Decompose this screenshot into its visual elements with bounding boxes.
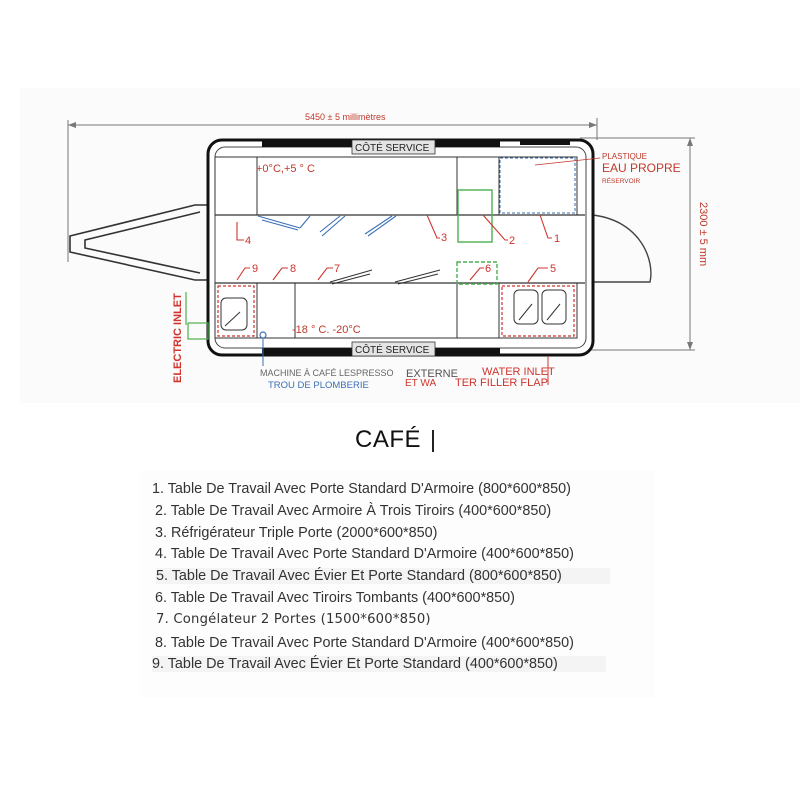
electric-inlet-box: [188, 323, 208, 339]
marker-7: 7: [334, 263, 341, 275]
legend-item-6: 6. Table De Travail Avec Tiroirs Tombants (400*600*850): [155, 590, 515, 606]
service-side-top-label: CÔTÉ SERVICE: [355, 143, 430, 154]
water-filler-label: TER FILLER FLAP: [455, 377, 548, 389]
tank-label-sub: RÉSERVOIR: [602, 178, 641, 185]
width-dimension-label: 2300 ± 5 mm: [697, 202, 709, 267]
tank-label-small: PLASTIQUE: [602, 152, 647, 161]
electric-inlet-label: ELECTRIC INLET: [172, 293, 184, 383]
equipment-legend: [140, 470, 655, 698]
legend-item-1: 1. Table De Travail Avec Porte Standard D'Armoire (800*600*850): [152, 481, 571, 497]
tow-hitch: [70, 205, 210, 280]
coffee-machine-label: MACHINE À CAFÉ LESPRESSO: [260, 368, 394, 378]
plumbing-hole-label: TROU DE PLOMBERIE: [268, 380, 369, 391]
legend-item-7: 7. Congélateur 2 Portes (1500*600*850): [156, 612, 431, 627]
legend-item-9: 9. Table De Travail Avec Évier Et Porte Standard (400*600*850): [152, 656, 606, 672]
marker-4: 4: [245, 235, 252, 247]
tank-label: EAU PROPRE: [602, 161, 681, 175]
door-swing: [592, 215, 651, 282]
legend-item-4: 4. Table De Travail Avec Porte Standard D'Armoire (400*600*850): [155, 546, 574, 562]
legend-item-2: 2. Table De Travail Avec Armoire À Trois Tiroirs (400*600*850): [155, 503, 552, 519]
marker-9: 9: [252, 263, 259, 275]
external-label-1: EXTERNE: [406, 368, 458, 380]
freezer-temp-label: -18 ° C. -20°C: [292, 324, 361, 336]
legend-item-3: 3. Réfrigérateur Triple Porte (2000*600*850): [155, 525, 438, 541]
water-inlet-label: WATER INLET: [482, 366, 555, 378]
legend-item-8: 8. Table De Travail Avec Porte Standard D'Armoire (400*600*850): [155, 635, 574, 651]
marker-6: 6: [485, 263, 492, 275]
page-title: CAFÉ: [355, 426, 422, 453]
marker-8: 8: [290, 263, 297, 275]
legend-item-5: 5. Table De Travail Avec Évier Et Porte Standard (800*600*850): [156, 568, 610, 584]
marker-3: 3: [441, 232, 448, 244]
marker-2: 2: [509, 235, 516, 247]
marker-1: 1: [554, 233, 561, 245]
external-label-2: ET WA: [405, 378, 437, 389]
title-cursor-mark: [432, 430, 434, 452]
service-side-bottom-label: CÔTÉ SERVICE: [355, 345, 430, 356]
marker-5: 5: [550, 263, 557, 275]
length-dimension-label: 5450 ± 5 millimètres: [305, 112, 386, 122]
fridge-temp-label: +0°C,+5 ° C: [256, 163, 315, 175]
